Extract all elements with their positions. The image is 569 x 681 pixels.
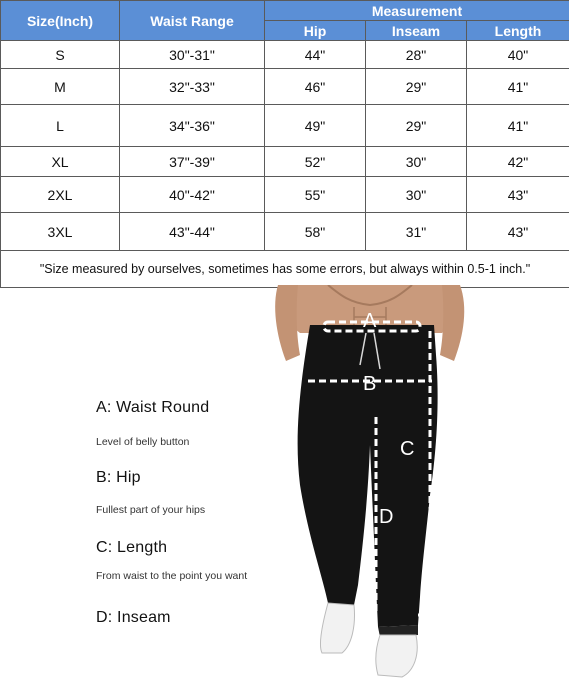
legend-length-desc xyxy=(96,570,247,582)
cell-inseam: 30" xyxy=(366,147,467,177)
header-inseam: Inseam xyxy=(366,21,467,41)
cell-waist: 37"-39" xyxy=(120,147,265,177)
size-note: "Size measured by ourselves, sometimes has some errors, but always within 0.5-1 inch." xyxy=(1,251,569,288)
legend-desc: Level of belly button xyxy=(96,436,190,448)
cell-hip: 55" xyxy=(265,177,366,213)
cell-waist: 30"-31" xyxy=(120,41,265,69)
legend-desc: From waist to the point you want xyxy=(96,570,248,582)
cell-inseam: 28" xyxy=(366,41,467,69)
legend-waist-desc xyxy=(96,436,189,448)
legend-hip-desc xyxy=(96,504,205,516)
cell-size: M xyxy=(1,69,120,105)
pants-diagram xyxy=(270,285,470,681)
pants-image xyxy=(298,325,438,627)
legend-title: B: Hip xyxy=(96,469,141,486)
legend-hip xyxy=(96,469,141,487)
cell-hip: 49" xyxy=(265,105,366,147)
label-d: D xyxy=(379,506,394,528)
header-hip: Hip xyxy=(265,21,366,41)
cell-waist: 43"-44" xyxy=(120,213,265,251)
legend-waist xyxy=(96,399,209,417)
cell-length: 42" xyxy=(467,147,569,177)
left-shoe-image xyxy=(320,603,354,653)
cell-size: 2XL xyxy=(1,177,120,213)
cell-inseam: 31" xyxy=(366,213,467,251)
table-row xyxy=(1,177,569,213)
cell-inseam: 29" xyxy=(366,105,467,147)
right-arm-image xyxy=(440,285,464,361)
right-shoe-image xyxy=(376,635,417,677)
legend-length xyxy=(96,539,167,557)
legend-desc: Fullest part of your hips xyxy=(96,504,206,516)
cell-hip: 52" xyxy=(265,147,366,177)
label-a: A xyxy=(363,310,377,332)
cell-length: 41" xyxy=(467,105,569,147)
cell-size: S xyxy=(1,41,120,69)
table-row xyxy=(1,41,569,69)
cell-waist: 32"-33" xyxy=(120,69,265,105)
cell-length: 40" xyxy=(467,41,569,69)
cell-size: L xyxy=(1,105,120,147)
header-length: Length xyxy=(467,21,569,41)
header-size: Size(Inch) xyxy=(1,1,120,41)
left-arm-image xyxy=(275,285,300,361)
label-b: B xyxy=(363,373,377,395)
cell-length: 43" xyxy=(467,213,569,251)
legend-title: A: Waist Round xyxy=(96,399,210,416)
label-c: C xyxy=(400,438,415,460)
cell-waist: 40"-42" xyxy=(120,177,265,213)
cell-size: 3XL xyxy=(1,213,120,251)
cell-hip: 44" xyxy=(265,41,366,69)
cell-hip: 58" xyxy=(265,213,366,251)
table-row xyxy=(1,105,569,147)
legend-inseam xyxy=(96,609,171,627)
cell-waist: 34"-36" xyxy=(120,105,265,147)
header-measurement: Measurement xyxy=(265,1,569,21)
legend-title: D: Inseam xyxy=(96,609,171,626)
cell-hip: 46" xyxy=(265,69,366,105)
cell-length: 43" xyxy=(467,177,569,213)
table-header-row xyxy=(1,1,569,21)
table-row xyxy=(1,69,569,105)
cell-inseam: 30" xyxy=(366,177,467,213)
cell-length: 41" xyxy=(467,69,569,105)
cell-size: XL xyxy=(1,147,120,177)
table-row xyxy=(1,147,569,177)
size-chart-table xyxy=(0,0,569,288)
legend-title: C: Length xyxy=(96,539,168,556)
table-note-row xyxy=(1,251,569,288)
cell-inseam: 29" xyxy=(366,69,467,105)
table-row xyxy=(1,213,569,251)
header-waist-range: Waist Range xyxy=(120,1,265,41)
